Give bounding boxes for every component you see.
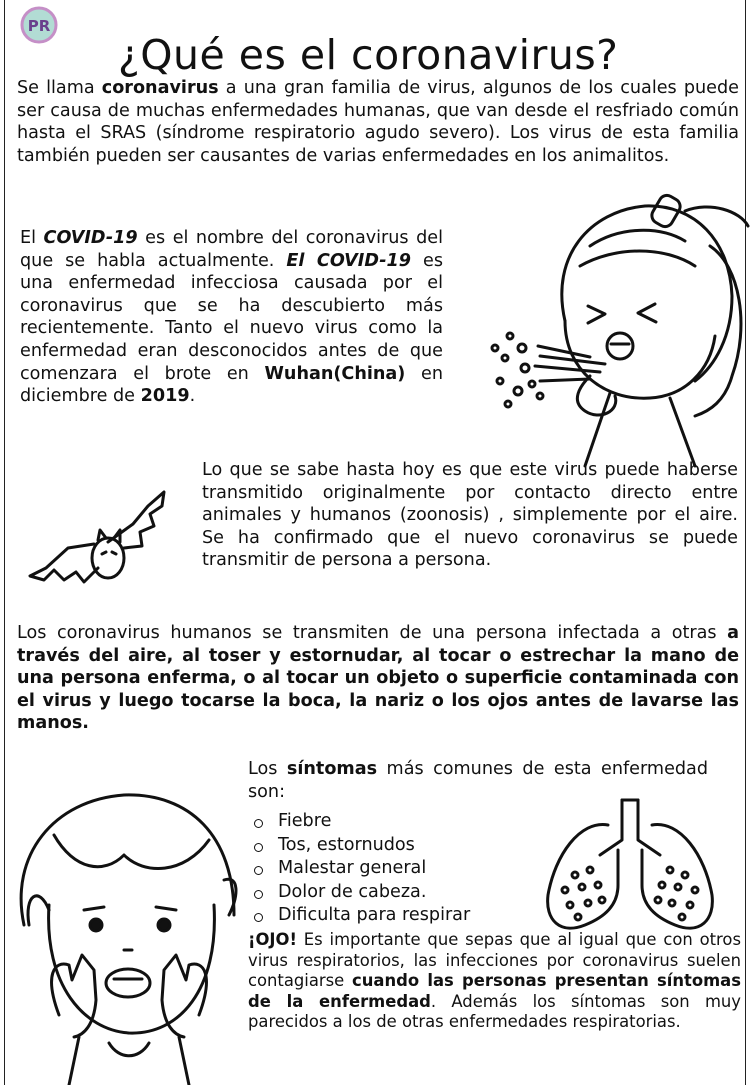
symptoms-bold-1: síntomas xyxy=(286,759,378,779)
symptoms-text-1: Los xyxy=(248,759,287,779)
p2-bold-2: 2019 xyxy=(140,386,190,407)
symptom-item: Tos, estornudos xyxy=(248,834,470,858)
p4-text-1: Los coronavirus humanos se transmiten de una persona infectada a otras xyxy=(17,623,728,643)
p6-text-2: . Además los síntomas son muy parecidos a los de otras enfermedades respiratorias. xyxy=(248,991,741,1032)
p1-bold-1: coronavirus xyxy=(101,78,219,98)
p2-text-2: es el nombre del coronavirus del que se habla actualmente. xyxy=(20,228,443,271)
symptom-item: Dolor de cabeza. xyxy=(248,881,470,905)
p6-text-1: Es importante que sepas que al igual que con otros virus respiratorios, las infecciones por coronavirus suelen contagiarse xyxy=(248,930,741,991)
p2-text-1: El xyxy=(20,228,44,248)
logo-text: PR xyxy=(27,17,51,35)
transmission-origin-paragraph: Lo que se sabe hasta hoy es que este virus puede haberse transmitido originalmente por contacto directo entre animales y humanos (zoonosis) , simplemente por el aire. Se ha confirmado que el nuevo coronavirus se puede transmitir de persona a persona. xyxy=(202,460,738,571)
worried-boy-icon xyxy=(14,775,244,1085)
p2-italic-1: COVID-19 xyxy=(43,228,138,248)
covid-paragraph xyxy=(20,227,443,408)
sneezing-girl-icon xyxy=(470,186,750,466)
p2-italic-2: El COVID-19 xyxy=(286,250,412,271)
p2-text-4: en diciembre de xyxy=(20,363,443,407)
p6-bold-1: ¡OJO! xyxy=(248,930,297,949)
p6-bold-2: cuando las personas presentan síntomas de la enfermedad xyxy=(248,971,742,1011)
pr-logo-icon xyxy=(20,6,58,44)
lungs-icon xyxy=(540,795,720,940)
p2-bold-1: Wuhan(China) xyxy=(264,363,406,384)
symptoms-list xyxy=(248,810,470,928)
warning-paragraph xyxy=(248,930,741,1033)
p1-text-1: Se llama xyxy=(17,78,102,98)
bat-icon xyxy=(28,484,172,592)
page-title: ¿Qué es el coronavirus? xyxy=(118,31,619,80)
p2-text-5: . xyxy=(189,386,196,407)
transmission-paragraph xyxy=(17,622,739,735)
intro-paragraph xyxy=(17,77,739,167)
symptom-item: Dificulta para respirar xyxy=(248,904,470,928)
p2-text-3: es una enfermedad infecciosa causada por el coronavirus que se ha descubierto más recientemente. Tanto el nuevo virus como la enfermedad eran desconocidos antes de que comenzara el brote en xyxy=(20,250,444,384)
p1-text-2: a una gran familia de virus, algunos de los cuales puede ser causa de muchas enfermedades humanas, que van desde el resfriado común hasta el SRAS (síndrome respiratorio agudo severo). Los virus de esta familia también pueden ser causantes de varias enfermedades en los animalitos. xyxy=(17,78,739,166)
p4-bold-1: a través del aire, al toser y estornudar, al tocar o estrechar la mano de una persona enferma, o al tocar un objeto o superficie contaminada con el virus y luego tocarse la boca, la nariz o los ojos antes de lavarse las manos. xyxy=(17,623,739,734)
symptoms-text-2: más comunes de esta enfermedad son: xyxy=(248,759,709,802)
symptom-item: Fiebre xyxy=(248,810,470,834)
symptom-item: Malestar general xyxy=(248,857,470,881)
